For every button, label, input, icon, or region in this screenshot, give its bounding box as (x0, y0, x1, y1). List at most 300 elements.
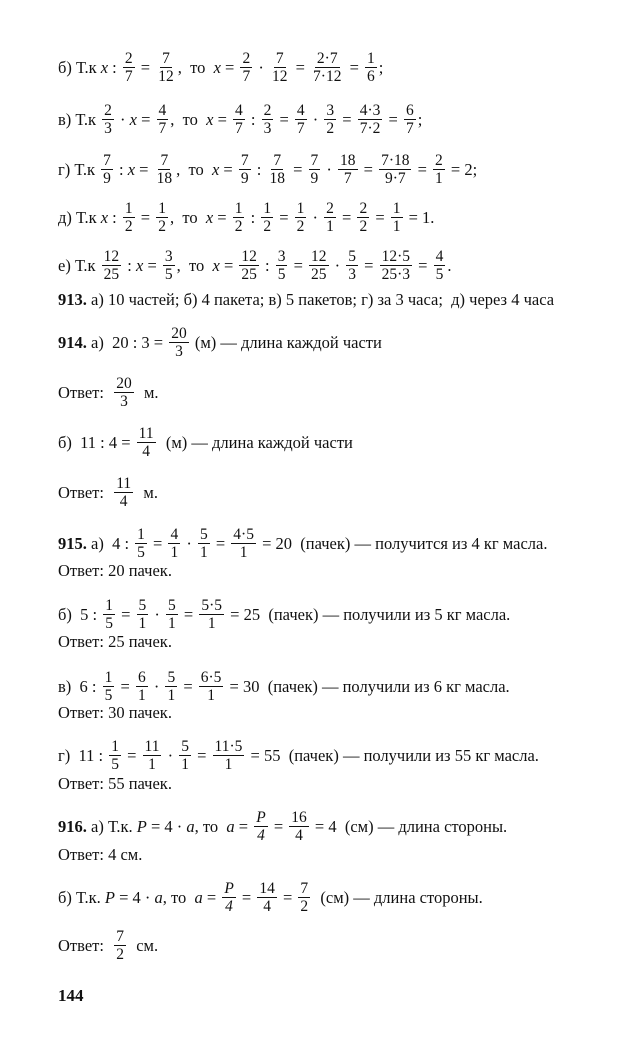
numerator: 7 (310, 152, 319, 169)
variable: P (136, 816, 147, 836)
text-run: = (143, 255, 161, 275)
variable: x (129, 109, 137, 129)
numerator: 7 (162, 50, 170, 67)
text-run: = 25 (пачек) — получили из 5 кг масла. (226, 604, 511, 624)
denominator: 7 (242, 68, 251, 85)
denominator: 7·12 (313, 68, 342, 85)
text-run: см. (127, 935, 159, 955)
text-run: = (275, 207, 293, 227)
text-line (58, 631, 172, 652)
denominator: 4 (119, 493, 128, 510)
text-run: б) 5 : (58, 604, 102, 624)
denominator: 2 (234, 218, 243, 235)
fraction (137, 597, 149, 632)
fraction (114, 475, 133, 510)
denominator: 5 (104, 687, 113, 704)
text-run: : (260, 255, 274, 275)
denominator: 3 (263, 120, 272, 137)
text-run: = 20 (пачек) — получится из 4 кг масла. (257, 533, 548, 553)
fraction (298, 880, 310, 915)
numerator: 4 (435, 248, 444, 265)
text-line (58, 928, 158, 963)
fraction (101, 152, 113, 187)
denominator: 1 (148, 756, 156, 773)
text-run: · (308, 207, 323, 227)
variable: a (186, 816, 195, 836)
text-run: = (211, 533, 230, 553)
numerator: 7 (160, 152, 169, 169)
fraction (261, 200, 273, 235)
denominator: 2 (359, 218, 368, 235)
text-run: · (150, 604, 165, 624)
fraction (231, 526, 256, 561)
variable: P (104, 887, 115, 907)
denominator: 2 (158, 218, 166, 235)
denominator: 1 (138, 615, 147, 632)
fraction (289, 809, 309, 844)
variable: x (100, 207, 109, 227)
numerator: 2·7 (316, 50, 338, 67)
text-line (58, 526, 547, 561)
denominator: 1 (170, 544, 179, 561)
fraction (404, 102, 416, 137)
fraction (143, 738, 162, 773)
text-run: г) 11 : (58, 745, 108, 765)
numerator: 5 (181, 738, 189, 755)
denominator: 2 (326, 120, 335, 137)
numerator: 2 (124, 50, 133, 67)
fraction (379, 152, 411, 187)
denominator: 5 (105, 615, 113, 632)
text-run: б) Т.к. (58, 887, 105, 907)
numerator: 20 (171, 325, 187, 342)
numerator: 4 (170, 526, 179, 543)
fraction (380, 248, 412, 283)
text-run: = (359, 159, 378, 179)
numerator: 4 (158, 102, 167, 119)
numerator: 1 (158, 200, 166, 217)
fraction (365, 50, 377, 85)
numerator: 11 (138, 425, 154, 442)
text-run: , то (169, 207, 206, 227)
denominator: 9 (103, 170, 111, 187)
text-run: = (202, 887, 221, 907)
text-line (58, 50, 383, 85)
denominator: 2 (263, 218, 272, 235)
numerator: 1 (105, 597, 113, 614)
denominator: 18 (269, 170, 285, 187)
numerator: 6 (137, 669, 146, 686)
numerator: 7 (273, 152, 282, 169)
text-run: = (413, 159, 432, 179)
problem-number: 914. (58, 332, 87, 352)
numerator: 3 (277, 248, 286, 265)
text-run: = (122, 745, 141, 765)
fraction (262, 102, 274, 137)
numerator: 1 (124, 200, 133, 217)
text-run: б) 11 : 4 = (58, 432, 135, 452)
text-run: = 4 (см) — длина стороны. (310, 816, 508, 836)
text-run: = (192, 745, 211, 765)
variable: x (211, 159, 220, 179)
text-run: : (252, 159, 266, 179)
text-run: = (116, 676, 134, 696)
fraction (198, 526, 210, 561)
fraction (165, 669, 177, 704)
fraction (123, 200, 135, 235)
text-run: а) 4 : (86, 533, 134, 553)
text-run: а) 10 частей; б) 4 пакета; в) 5 пакетов; г) за 3 часа; д) через 4 часа (86, 290, 555, 310)
fraction (156, 200, 168, 235)
text-run: = (269, 816, 288, 836)
text-line (58, 375, 159, 410)
fraction (309, 152, 321, 187)
numerator: 7 (300, 880, 309, 897)
text-run: = (345, 57, 364, 77)
text-run: в) 6 : (58, 676, 101, 696)
numerator: 7 (103, 152, 111, 169)
text-run: = (288, 159, 307, 179)
text-run: Ответ: 20 пачек. (58, 561, 172, 581)
text-line (58, 200, 434, 235)
text-run: = (148, 533, 167, 553)
fraction (240, 50, 252, 85)
fraction (267, 152, 287, 187)
denominator: 2 (116, 946, 124, 963)
text-run: б) Т.к (58, 57, 101, 77)
fraction (102, 248, 122, 283)
text-run: м. (135, 382, 159, 402)
text-line (58, 809, 507, 844)
denominator: 25 (241, 266, 257, 283)
numerator: 7 (275, 50, 284, 67)
numerator: 3 (326, 102, 335, 119)
fraction (391, 200, 403, 235)
text-run: · (330, 255, 345, 275)
text-run: = 2; (446, 159, 478, 179)
denominator: 4 (142, 443, 151, 460)
text-run: Ответ: 55 пачек. (58, 774, 172, 794)
text-run: = (337, 207, 356, 227)
denominator: 1 (326, 218, 334, 235)
text-run: · (115, 109, 130, 129)
text-line (58, 102, 422, 137)
fraction (199, 597, 224, 632)
numerator: 12 (311, 248, 327, 265)
text-line (58, 702, 172, 723)
text-run: = 55 (пачек) — получили из 55 кг масла. (246, 745, 539, 765)
text-run: : (114, 159, 128, 179)
denominator: 12 (158, 68, 174, 85)
fraction (157, 102, 169, 137)
text-run: а) 20 : 3 = (86, 332, 168, 352)
numerator: P (256, 809, 266, 826)
fraction (155, 152, 175, 187)
numerator: 3 (164, 248, 173, 265)
text-run: : (123, 255, 136, 275)
denominator: 3 (104, 120, 112, 137)
denominator: 5 (164, 266, 173, 283)
fraction (103, 669, 115, 704)
text-run: в) Т.к (58, 109, 101, 129)
text-run: = (136, 109, 155, 129)
denominator: 2 (124, 218, 133, 235)
numerator: 1 (104, 669, 113, 686)
text-run: , то (170, 109, 207, 129)
fraction (309, 248, 329, 283)
denominator: 1 (207, 615, 216, 632)
numerator: 16 (291, 809, 307, 826)
text-run: , то (177, 57, 214, 77)
denominator: 25·3 (381, 266, 411, 283)
numerator: 4 (235, 102, 243, 119)
numerator: 11 (116, 475, 132, 492)
numerator: 11 (144, 738, 160, 755)
fraction (213, 738, 245, 773)
denominator: 5 (277, 266, 286, 283)
variable: a (154, 887, 163, 907)
numerator: 4 (296, 102, 305, 119)
text-run: , то (176, 255, 213, 275)
problem-number: 915. (58, 533, 87, 553)
text-run: ; (417, 109, 423, 129)
text-run: (м) — длина каждой части (190, 332, 382, 352)
fraction (239, 152, 251, 187)
text-run: · (254, 57, 268, 77)
denominator: 2 (296, 218, 305, 235)
numerator: 1 (263, 200, 272, 217)
denominator: 1 (181, 756, 189, 773)
fraction (114, 928, 126, 963)
fraction (239, 248, 259, 283)
denominator: 3 (348, 266, 357, 283)
numerator: 20 (116, 375, 132, 392)
fraction (346, 248, 358, 283)
problem-number: 916. (58, 816, 87, 836)
text-run: Ответ: (58, 382, 113, 402)
text-line (58, 425, 353, 460)
numerator: 5 (167, 669, 176, 686)
fraction (233, 200, 245, 235)
denominator: 5 (435, 266, 444, 283)
fraction (163, 248, 175, 283)
denominator: 9 (240, 170, 249, 187)
text-run: : (108, 207, 121, 227)
text-run: : (246, 109, 260, 129)
text-run: = 30 (пачек) — получили из 6 кг масла. (225, 676, 510, 696)
denominator: 7 (124, 68, 133, 85)
numerator: 1 (296, 200, 305, 217)
numerator: 2 (104, 102, 112, 119)
text-run: : (108, 57, 121, 77)
numerator: 2 (242, 50, 251, 67)
fraction (433, 152, 445, 187)
denominator: 7·2 (359, 120, 381, 137)
denominator: 1 (392, 218, 401, 235)
denominator: 6 (367, 68, 375, 85)
variable: a (226, 816, 235, 836)
fraction (254, 809, 267, 844)
text-line (58, 248, 451, 283)
fraction (123, 50, 135, 85)
fraction (295, 200, 307, 235)
text-run: а) Т.к. (86, 816, 137, 836)
text-run: = (213, 109, 232, 129)
text-run: Ответ: (58, 482, 113, 502)
denominator: 7 (343, 170, 352, 187)
numerator: 4·5 (233, 526, 254, 543)
numerator: 1 (111, 738, 119, 755)
denominator: 7 (235, 120, 243, 137)
text-run: = (414, 255, 432, 275)
numerator: 2 (326, 200, 334, 217)
text-run: м. (135, 482, 158, 502)
text-run: Ответ: 30 пачек. (58, 703, 172, 723)
fraction (102, 102, 114, 137)
numerator: 7·18 (381, 152, 410, 169)
fraction (166, 597, 178, 632)
numerator: 6 (405, 102, 414, 119)
denominator: 1 (199, 544, 208, 561)
text-run: = (219, 255, 238, 275)
text-run: = (136, 57, 155, 77)
text-run: е) Т.к (58, 255, 100, 275)
text-run: = (371, 207, 389, 227)
numerator: 1 (392, 200, 401, 217)
text-run: = (234, 816, 253, 836)
text-run: , то (176, 159, 212, 179)
text-line (58, 475, 158, 510)
text-line (58, 880, 483, 915)
fraction (222, 880, 235, 915)
page-number: 144 (58, 986, 84, 1005)
text-run: = 4 · (146, 816, 187, 836)
denominator: 7 (405, 120, 414, 137)
fraction (270, 50, 290, 85)
denominator: 5 (137, 544, 145, 561)
denominator: 4 (295, 827, 303, 844)
denominator: 1 (168, 615, 176, 632)
variable: a (194, 887, 203, 907)
numerator: 18 (340, 152, 356, 169)
fraction (324, 102, 336, 137)
denominator: 1 (435, 170, 443, 187)
numerator: 5 (199, 526, 208, 543)
variable: x (127, 159, 136, 179)
numerator: 1 (234, 200, 243, 217)
denominator: 25 (103, 266, 120, 283)
text-run: Ответ: 4 см. (58, 845, 143, 865)
text-run: = (179, 604, 198, 624)
numerator: 2 (435, 152, 443, 169)
denominator: 4 (263, 898, 271, 915)
numerator: 5·5 (201, 597, 223, 614)
fraction (357, 200, 369, 235)
text-line (58, 289, 554, 310)
numerator: 7 (116, 928, 124, 945)
text-line (58, 597, 510, 632)
variable: x (205, 207, 214, 227)
fraction (295, 102, 307, 137)
numerator: 14 (259, 880, 275, 897)
variable: x (213, 57, 221, 77)
text-run: = (237, 887, 256, 907)
denominator: 1 (167, 687, 176, 704)
fraction (276, 248, 288, 283)
fraction (168, 526, 180, 561)
numerator: 6·5 (200, 669, 222, 686)
fraction (137, 425, 156, 460)
text-run: д) Т.к (58, 207, 101, 227)
text-run: · (308, 109, 323, 129)
problem-number: 913. (58, 290, 87, 310)
fraction (103, 597, 115, 632)
numerator: 12 (241, 248, 257, 265)
text-run: = (135, 159, 153, 179)
text-line (58, 844, 142, 865)
text-run: = (116, 604, 135, 624)
denominator: 3 (175, 343, 183, 360)
denominator: 12 (271, 68, 288, 85)
denominator: 4 (257, 827, 265, 844)
text-run: , то (194, 816, 227, 836)
fraction (156, 50, 176, 85)
numerator: 2 (359, 200, 368, 217)
numerator: 11·5 (214, 738, 243, 755)
denominator: 25 (311, 266, 327, 283)
text-run: = (275, 109, 293, 129)
fraction (434, 248, 446, 283)
text-run: ; (378, 57, 384, 77)
variable: x (135, 255, 144, 275)
denominator: 1 (224, 756, 233, 773)
fraction (199, 669, 224, 704)
text-run: г) Т.к (58, 159, 100, 179)
numerator: 2 (263, 102, 272, 119)
numerator: 7 (240, 152, 249, 169)
fraction (233, 102, 245, 137)
text-run: · (182, 533, 196, 553)
denominator: 7 (158, 120, 167, 137)
text-run: Ответ: 25 пачек. (58, 632, 172, 652)
text-run: (см) — длина стороны. (312, 887, 483, 907)
denominator: 9 (310, 170, 319, 187)
text-run: = (384, 109, 402, 129)
fraction (109, 738, 121, 773)
text-run: . (447, 255, 452, 275)
text-line (58, 152, 477, 187)
fraction (114, 375, 134, 410)
text-run: = (360, 255, 378, 275)
fraction (136, 669, 148, 704)
numerator: 12 (103, 248, 120, 265)
text-run: = 4 · (114, 887, 155, 907)
text-line (58, 773, 172, 794)
denominator: 4 (225, 898, 233, 915)
denominator: 7 (296, 120, 305, 137)
fraction (338, 152, 358, 187)
denominator: 1 (137, 687, 146, 704)
text-run: · (149, 676, 164, 696)
denominator: 1 (239, 544, 248, 561)
text-run: : (246, 207, 260, 227)
variable: x (100, 57, 109, 77)
text-run: = (278, 887, 297, 907)
denominator: 5 (111, 756, 119, 773)
fraction (169, 325, 189, 360)
numerator: 12·5 (381, 248, 411, 265)
numerator: 1 (137, 526, 145, 543)
